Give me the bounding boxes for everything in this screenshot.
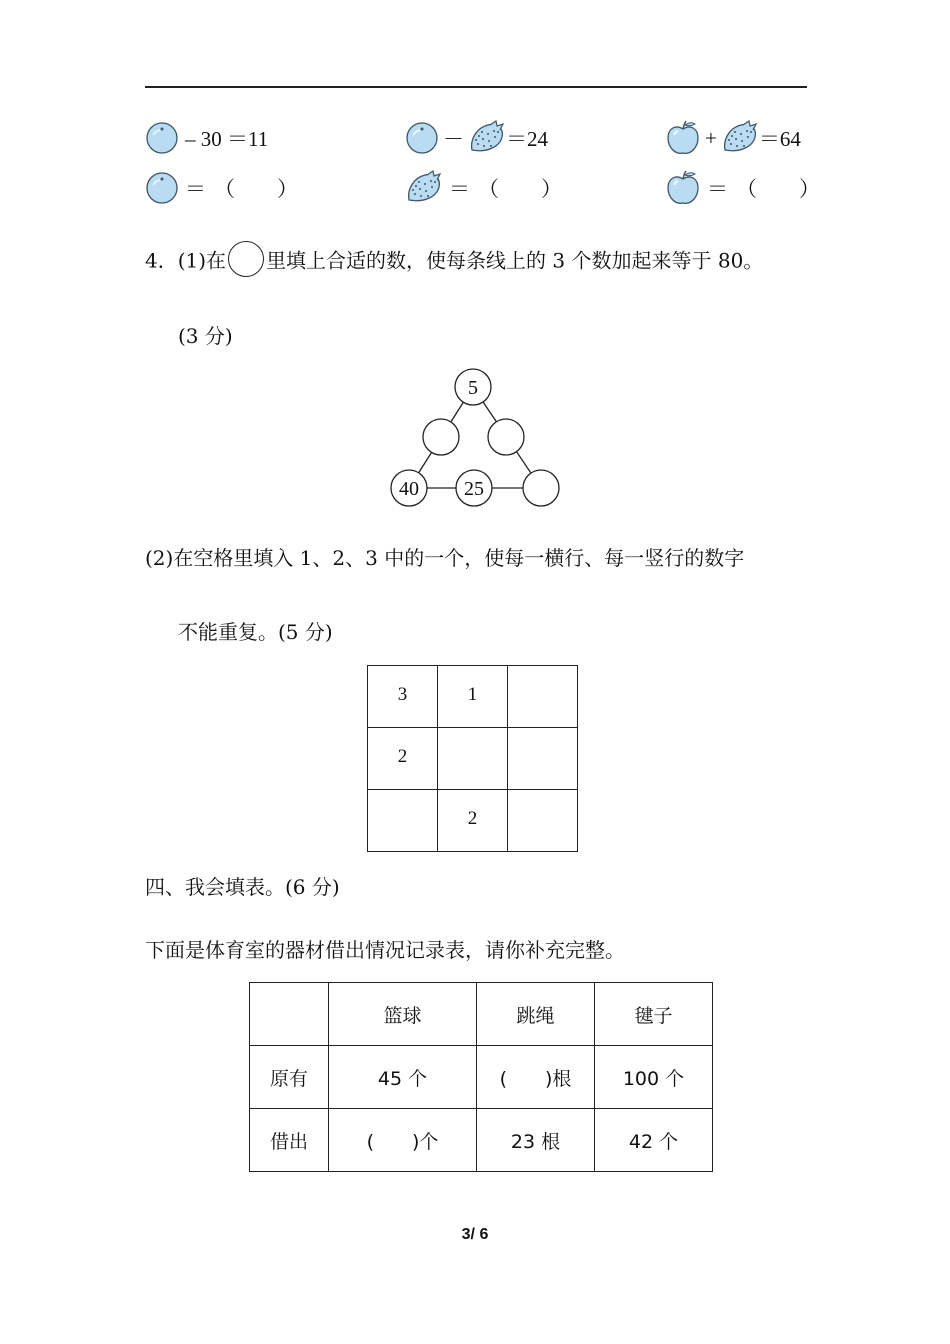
table-cell: 45 个 xyxy=(329,1046,477,1109)
circle-left-blank[interactable] xyxy=(423,419,459,455)
page-number: 3/ 6 xyxy=(461,1226,489,1243)
table-cell-blank[interactable]: ( )根 xyxy=(477,1046,595,1109)
table-cell-blank[interactable]: ( )个 xyxy=(329,1109,477,1172)
answer-blank[interactable]: （ ） xyxy=(478,177,562,201)
grid-row xyxy=(368,728,578,790)
strawberry-icon xyxy=(405,170,443,206)
grid-cell-blank[interactable] xyxy=(368,790,438,852)
grid-cell-blank[interactable] xyxy=(508,666,578,728)
apple-icon xyxy=(665,170,701,206)
circle-icon xyxy=(228,241,264,277)
equation-orange xyxy=(145,118,268,158)
answer-apple xyxy=(665,168,820,208)
q4-part1-instruction: 里填上合适的数，使每条线上的 3 个数加起来等于 80。 xyxy=(266,248,764,273)
equation-result: ＝24 xyxy=(506,127,548,151)
section4-title: 四、我会填表。(6 分) xyxy=(145,875,340,899)
triangle-top-value: 5 xyxy=(468,377,478,399)
q4-part2-text-cont: 不能重复。(5 分) xyxy=(178,620,333,644)
equals-sign: ＝ xyxy=(707,177,728,201)
answer-strawberry xyxy=(405,168,562,208)
equation-text: – 30 ＝11 xyxy=(185,127,269,151)
orange-icon xyxy=(145,171,179,205)
q4-part1-text xyxy=(145,244,763,280)
equation-orange-berry xyxy=(405,118,548,158)
table-cell: 100 个 xyxy=(595,1046,713,1109)
orange-icon xyxy=(145,121,179,155)
q4-part1-prefix: 4．(1)在 xyxy=(145,248,227,273)
plus-sign: + xyxy=(705,125,717,150)
orange-icon xyxy=(405,121,439,155)
equipment-table xyxy=(249,982,713,1172)
strawberry-icon xyxy=(721,120,759,156)
triangle-figure xyxy=(380,360,580,510)
minus-sign: － xyxy=(443,127,464,151)
table-cell: 原有 xyxy=(250,1046,329,1109)
table-header: 篮球 xyxy=(329,983,477,1046)
top-rule xyxy=(145,86,807,88)
table-header: 跳绳 xyxy=(477,983,595,1046)
grid-cell-blank[interactable] xyxy=(508,728,578,790)
apple-icon xyxy=(665,120,701,156)
answer-blank[interactable]: （ ） xyxy=(214,177,298,201)
table-cell: 借出 xyxy=(250,1109,329,1172)
q4-part1-score: (3 分) xyxy=(178,324,233,348)
circle-right-blank[interactable] xyxy=(488,419,524,455)
table-header xyxy=(250,983,329,1046)
circle-bottom-right-blank[interactable] xyxy=(523,470,559,506)
table-cell: 23 根 xyxy=(477,1109,595,1172)
table-row xyxy=(250,1046,713,1109)
grid-row xyxy=(368,666,578,728)
equals-sign: ＝ xyxy=(449,177,470,201)
equation-result: ＝64 xyxy=(758,127,801,151)
table-header-row xyxy=(250,983,713,1046)
grid-cell-blank[interactable] xyxy=(508,790,578,852)
answer-blank[interactable]: （ ） xyxy=(736,177,820,201)
grid-cell: 2 xyxy=(438,790,508,852)
table-cell: 42 个 xyxy=(595,1109,713,1172)
table-header: 毽子 xyxy=(595,983,713,1046)
sudoku-grid xyxy=(367,665,578,852)
equals-sign: ＝ xyxy=(185,177,206,201)
grid-cell: 3 xyxy=(368,666,438,728)
q4-part2-text: (2)在空格里填入 1、2、3 中的一个，使每一横行、每一竖行的数字 xyxy=(145,546,745,570)
triangle-bottom-left-value: 40 xyxy=(399,478,419,500)
grid-cell: 2 xyxy=(368,728,438,790)
equation-apple-berry xyxy=(665,118,801,158)
table-row xyxy=(250,1109,713,1172)
section4-intro: 下面是体育室的器材借出情况记录表，请你补充完整。 xyxy=(145,938,625,962)
grid-cell-blank[interactable] xyxy=(438,728,508,790)
triangle-bottom-mid-value: 25 xyxy=(464,478,484,500)
strawberry-icon xyxy=(468,120,506,156)
grid-row xyxy=(368,790,578,852)
grid-cell: 1 xyxy=(438,666,508,728)
answer-orange xyxy=(145,168,298,208)
